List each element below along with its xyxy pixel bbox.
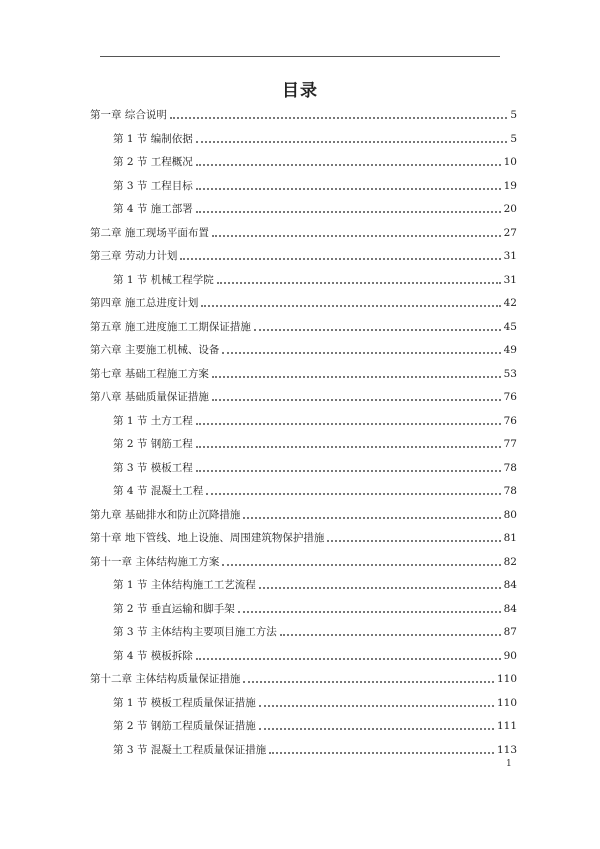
toc-entry-label: 第 4 节 混凝土工程 (113, 485, 204, 497)
toc-section-entry[interactable] (113, 601, 517, 617)
toc-dot-leader (259, 728, 494, 730)
toc-entry-label: 第 3 节 主体结构主要项目施工方法 (113, 626, 277, 638)
toc-entry-label: 第六章 主要施工机械、设备 (90, 344, 220, 356)
toc-dot-leader (269, 752, 494, 754)
toc-entry-page: 5 (510, 109, 517, 121)
toc-section-entry[interactable] (113, 131, 517, 147)
toc-chapter-entry[interactable] (90, 107, 517, 123)
toc-entry-label: 第九章 基础排水和防止沉降措施 (90, 508, 241, 521)
toc-dot-leader (280, 634, 501, 636)
toc-dot-leader (196, 141, 508, 143)
toc-section-entry[interactable] (113, 436, 517, 452)
toc-chapter-entry[interactable] (90, 295, 517, 311)
toc-chapter-entry[interactable] (90, 554, 517, 570)
toc-section-entry[interactable] (113, 483, 517, 499)
toc-dot-leader (206, 493, 500, 495)
toc-entry-label: 第三章 劳动力计划 (90, 250, 178, 262)
toc-chapter-entry[interactable] (90, 671, 517, 687)
toc-entry-page: 45 (503, 320, 517, 333)
toc-entry-page: 20 (503, 203, 517, 215)
toc-entry-page: 78 (503, 485, 517, 497)
toc-section-entry[interactable] (113, 718, 517, 734)
toc-entry-page: 90 (503, 649, 517, 662)
toc-chapter-entry[interactable] (90, 389, 517, 405)
toc-entry-page: 78 (503, 461, 517, 474)
toc-section-entry[interactable] (113, 624, 517, 640)
toc-section-entry[interactable] (113, 154, 517, 170)
toc-entry-page: 110 (496, 673, 517, 685)
toc-entry-page: 113 (496, 743, 517, 756)
toc-entry-label: 第十章 地下管线、地上设施、周围建筑物保护措施 (90, 532, 325, 544)
toc-dot-leader (212, 376, 501, 378)
toc-dot-leader (196, 164, 501, 166)
toc-dot-leader (222, 564, 500, 566)
toc-entry-page: 80 (503, 508, 517, 521)
toc-entry-page: 110 (496, 696, 517, 709)
toc-entry-page: 81 (503, 532, 517, 544)
toc-section-entry[interactable] (113, 201, 517, 217)
toc-entry-label: 第四章 施工总进度计划 (90, 297, 199, 309)
toc-entry-page: 76 (503, 391, 517, 403)
toc-entry-label: 第十二章 主体结构质量保证措施 (90, 673, 241, 685)
toc-entry-page: 84 (503, 579, 517, 591)
toc-dot-leader (254, 329, 501, 331)
toc-chapter-entry[interactable] (90, 507, 517, 523)
toc-entry-label: 第 2 节 垂直运输和脚手架 (113, 602, 235, 615)
toc-dot-leader (196, 423, 501, 425)
toc-chapter-entry[interactable] (90, 342, 517, 358)
toc-entry-label: 第 2 节 钢筋工程质量保证措施 (113, 720, 256, 732)
toc-entry-label: 第七章 基础工程施工方案 (90, 367, 209, 380)
toc-dot-leader (212, 235, 501, 237)
toc-entry-label: 第 1 节 机械工程学院 (113, 273, 214, 286)
toc-entry-label: 第二章 施工现场平面布置 (90, 226, 209, 239)
toc-section-entry[interactable] (113, 648, 517, 664)
toc-entry-page: 27 (503, 226, 517, 239)
toc-entry-label: 第 3 节 模板工程 (113, 461, 193, 474)
toc-dot-leader (201, 305, 500, 307)
toc-entry-page: 49 (503, 344, 517, 356)
toc-dot-leader (327, 540, 500, 542)
toc-entry-label: 第五章 施工进度施工工期保证措施 (90, 320, 251, 333)
toc-entry-label: 第 3 节 工程目标 (113, 179, 193, 192)
toc-entry-page: 31 (503, 250, 517, 262)
toc-section-entry[interactable] (113, 178, 517, 194)
toc-dot-leader (170, 117, 507, 119)
toc-entry-page: 111 (496, 720, 517, 732)
toc-entry-label: 第 4 节 模板拆除 (113, 649, 193, 662)
toc-dot-leader (196, 470, 501, 472)
toc-section-entry[interactable] (113, 695, 517, 711)
toc-dot-leader (222, 352, 500, 354)
toc-dot-leader (243, 517, 500, 519)
toc-chapter-entry[interactable] (90, 248, 517, 264)
header-rule (100, 56, 500, 57)
toc-entry-page: 19 (503, 179, 517, 192)
toc-entry-page: 53 (503, 367, 517, 380)
toc-section-entry[interactable] (113, 413, 517, 429)
toc-dot-leader (259, 705, 494, 707)
toc-entry-label: 第 4 节 施工部署 (113, 203, 193, 215)
toc-section-entry[interactable] (113, 460, 517, 476)
toc-entry-label: 第 1 节 模板工程质量保证措施 (113, 696, 256, 709)
toc-dot-leader (212, 399, 501, 401)
toc-dot-leader (196, 446, 501, 448)
toc-dot-leader (243, 681, 494, 683)
toc-section-entry[interactable] (113, 272, 517, 288)
toc-entry-page: 87 (503, 626, 517, 638)
toc-entry-label: 第十一章 主体结构施工方案 (90, 555, 220, 568)
toc-entry-page: 77 (503, 438, 517, 450)
toc-entry-label: 第 1 节 编制依据 (113, 132, 193, 145)
toc-entry-page: 42 (503, 297, 517, 309)
toc-entry-page: 31 (503, 273, 517, 286)
toc-entry-page: 10 (503, 156, 517, 168)
toc-entry-label: 第 2 节 工程概况 (113, 156, 193, 168)
page-title: 目录 (282, 81, 318, 101)
toc-section-entry[interactable] (113, 577, 517, 593)
toc-entry-label: 第 1 节 主体结构施工工艺流程 (113, 579, 256, 591)
toc-entry-label: 第 2 节 钢筋工程 (113, 438, 193, 450)
toc-entry-label: 第 3 节 混凝土工程质量保证措施 (113, 743, 267, 756)
toc-chapter-entry[interactable] (90, 366, 517, 382)
toc-entry-page: 82 (503, 555, 517, 568)
toc-dot-leader (217, 282, 501, 284)
toc-chapter-entry[interactable] (90, 319, 517, 335)
toc-entry-label: 第一章 综合说明 (90, 109, 167, 121)
toc-dot-leader (238, 611, 501, 613)
toc-entry-label: 第 1 节 土方工程 (113, 414, 193, 427)
toc-entry-page: 5 (510, 132, 517, 145)
toc-dot-leader (180, 258, 500, 260)
toc-dot-leader (259, 587, 501, 589)
toc-section-entry[interactable] (113, 742, 517, 758)
toc-entry-page: 84 (503, 602, 517, 615)
toc-entry-page: 76 (503, 414, 517, 427)
toc-dot-leader (196, 658, 501, 660)
toc-dot-leader (196, 211, 501, 213)
toc-chapter-entry[interactable] (90, 530, 517, 546)
toc-dot-leader (196, 188, 501, 190)
toc-chapter-entry[interactable] (90, 225, 517, 241)
page-number: 1 (506, 759, 512, 769)
toc-entry-label: 第八章 基础质量保证措施 (90, 391, 209, 403)
